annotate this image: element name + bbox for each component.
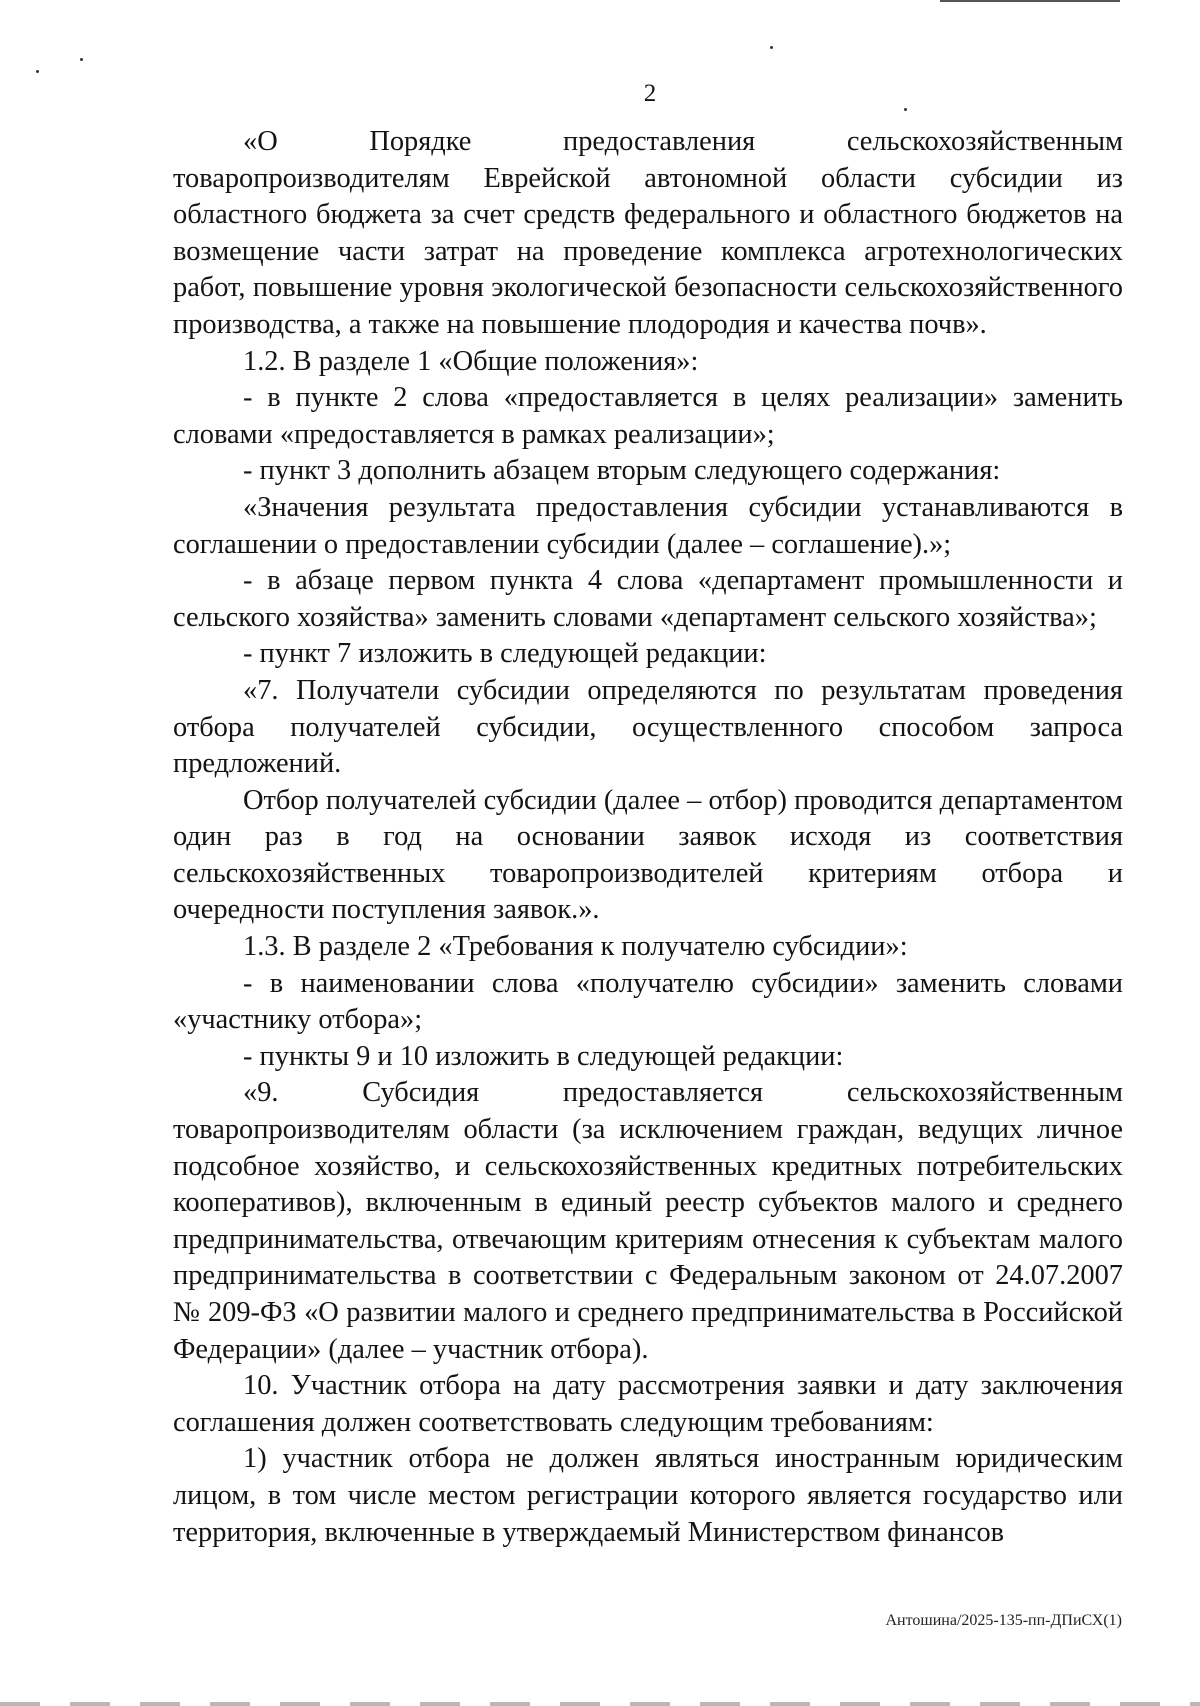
paragraph: - в пункте 2 слова «предоставляется в целях реализации» заменить словами «предоставляется в рамках реализации»; bbox=[173, 382, 1123, 450]
paragraph: - пункт 7 изложить в следующей редакции: bbox=[243, 638, 767, 670]
paragraph: «7. Получатели субсидии определяются по результатам проведения отбора получателей субсидии, осуществленного способом запроса предложений. bbox=[173, 674, 1123, 780]
document-code: Антошина/2025-135-пп-ДПиСХ(1) bbox=[885, 1612, 1122, 1629]
page-number: 2 bbox=[643, 80, 657, 107]
paragraph: 10. Участник отбора на дату рассмотрения заявки и дату заключения соглашения должен соответствовать следующим требованиям: bbox=[173, 1370, 1123, 1438]
paragraph: - пункт 3 дополнить абзацем вторым следующего содержания: bbox=[243, 455, 1001, 487]
paragraph: - в абзаце первом пункта 4 слова «департамент промышленности и сельского хозяйства» заменить словами «департамент сельского хозяйства»; bbox=[173, 565, 1123, 633]
scan-speck bbox=[36, 70, 39, 73]
scan-speck bbox=[904, 108, 907, 111]
paragraph: «9. Субсидия предоставляется сельскохозяйственным товаропроизводителям области (за исключением граждан, ведущих личное подсобное хозяйство, и сельскохозяйственных кредитных потребительских кооперативов), включенным в единый реестр субъектов малого и среднего предпринимательства, отвечающим критериям отнесения к субъектам малого предпринимательства в соответствии с Федеральным законом от 24.07.2007 № 209-ФЗ «О развитии малого и среднего предпринимательства в Российской Федерации» (далее – участник отбора). bbox=[173, 1077, 1123, 1365]
document-body bbox=[173, 124, 1123, 1551]
top-scan-rule bbox=[940, 0, 1120, 2]
paragraph: - пункты 9 и 10 изложить в следующей редакции: bbox=[243, 1040, 844, 1072]
scan-speck bbox=[770, 46, 773, 49]
bottom-scan-noise bbox=[0, 1702, 1200, 1706]
paragraph: 1.2. В разделе 1 «Общие положения»: bbox=[243, 345, 699, 377]
paragraph: «О Порядке предоставления сельскохозяйственным товаропроизводителям Еврейской автономной области субсидии из областного бюджета за счет средств федерального и областного бюджетов на возмещение части затрат на проведение комплекса агротехнологических работ, повышение уровня экологической безопасности сельскохозяйственного производства, а также на повышение плодородия и качества почв». bbox=[173, 126, 1123, 340]
paragraph: «Значения результата предоставления субсидии устанавливаются в соглашении о предоставлении субсидии (далее – соглашение).»; bbox=[173, 491, 1123, 560]
scan-speck bbox=[80, 58, 83, 61]
paragraph: 1) участник отбора не должен являться иностранным юридическим лицом, в том числе местом регистрации которого является государство или территория, включенные в утверждаемый Министерством финансов bbox=[173, 1443, 1123, 1548]
paragraph: Отбор получателей субсидии (далее – отбор) проводится департаментом один раз в год на основании заявок исходя из соответствия сельскохозяйственных товаропроизводителей критериям отбора и очередности поступления заявок.». bbox=[173, 784, 1123, 926]
paragraph: - в наименовании слова «получателю субсидии» заменить словами «участнику отбора»; bbox=[173, 967, 1123, 1036]
paragraph: 1.3. В разделе 2 «Требования к получателю субсидии»: bbox=[243, 931, 908, 963]
